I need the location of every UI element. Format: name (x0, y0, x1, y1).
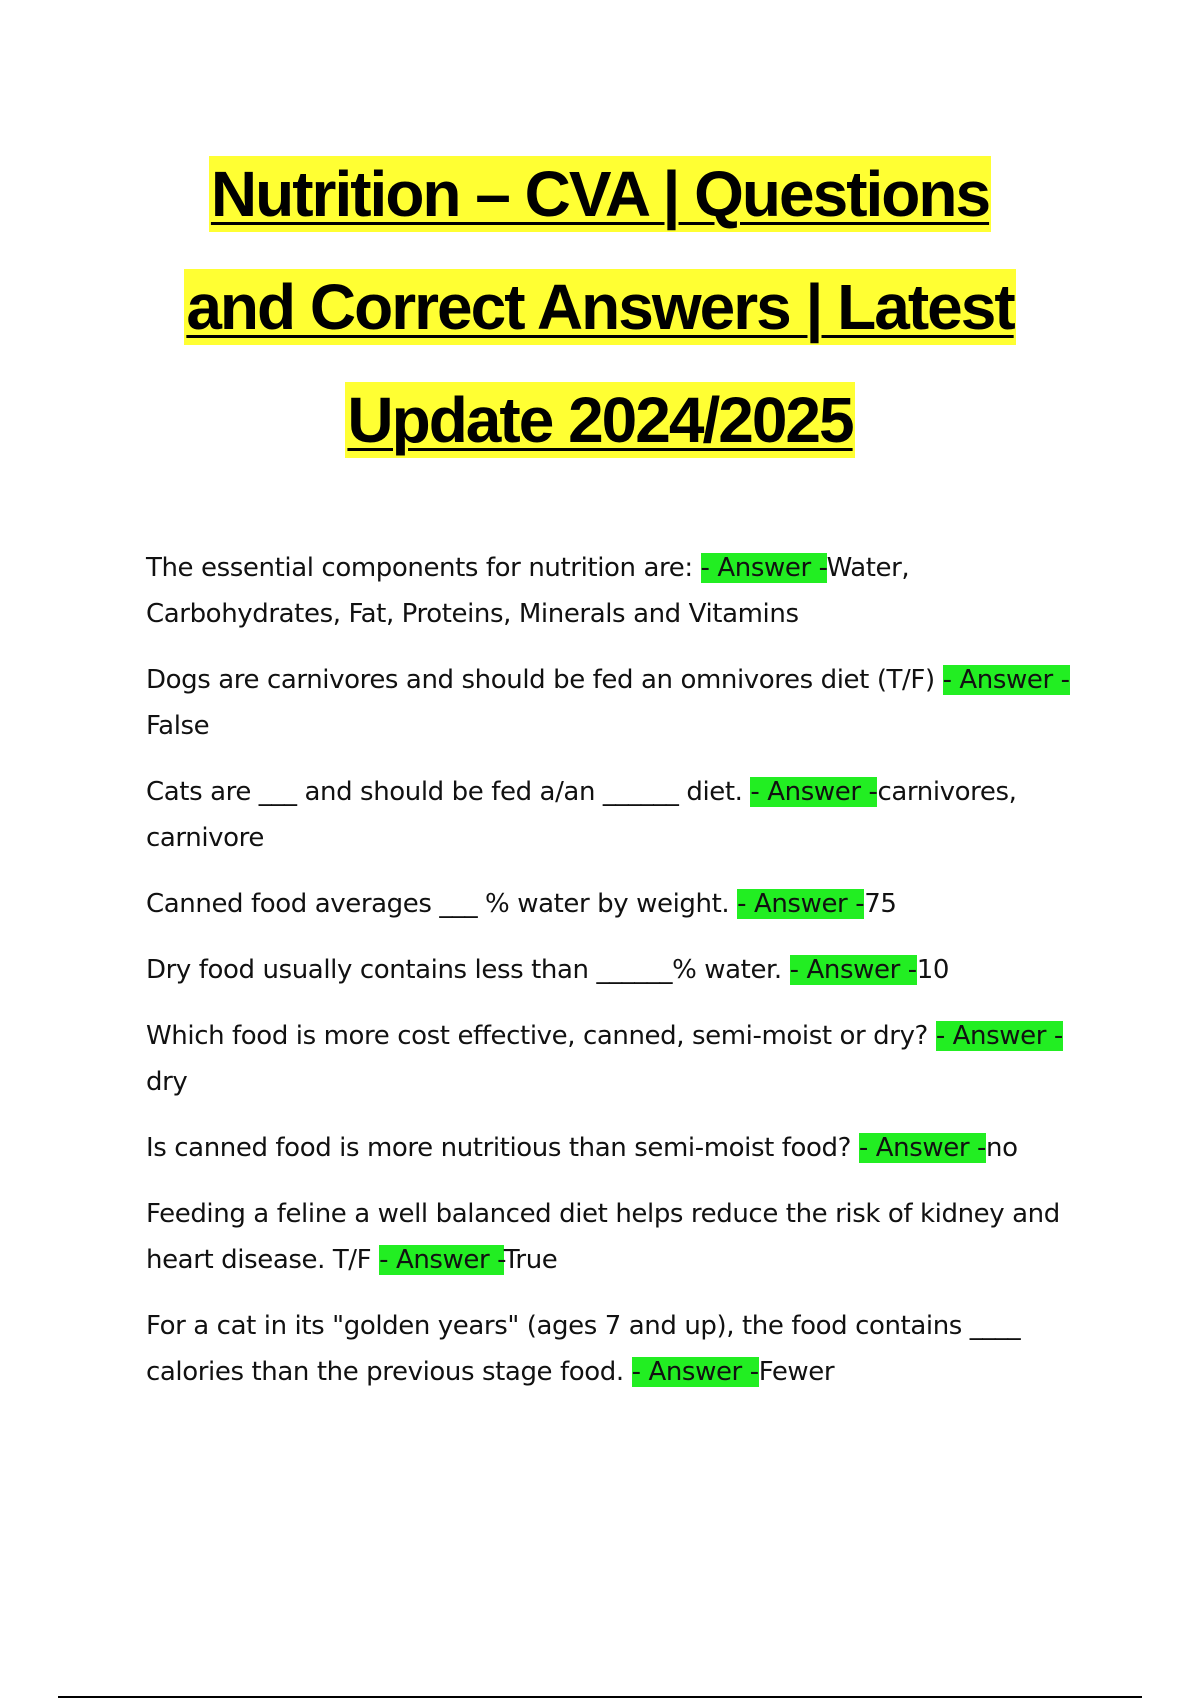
page-bottom-divider (58, 1696, 1142, 1698)
answer-text: 10 (916, 955, 950, 985)
question-text: Canned food averages ___ % water by weight. (146, 889, 738, 919)
qa-item (146, 1013, 1086, 1105)
answer-marker: - Answer - (379, 1245, 504, 1275)
answer-text: carnivores, carnivore (146, 777, 1017, 853)
qa-list (146, 545, 1086, 1415)
title-line: Nutrition – CVA | Questions (210, 158, 990, 230)
answer-marker: - Answer - (935, 1021, 1063, 1051)
question-text: Cats are ___ and should be fed a/an ______ diet. (146, 777, 751, 807)
document-title (0, 138, 1200, 477)
title-line: Update 2024/2025 (347, 384, 853, 456)
answer-marker: - Answer - (789, 955, 917, 985)
answer-marker: - Answer - (737, 889, 865, 919)
qa-item (146, 657, 1086, 749)
answer-text: no (985, 1133, 1018, 1163)
answer-text: Water, Carbohydrates, Fat, Proteins, Minerals and Vitamins (146, 553, 910, 629)
title-line: and Correct Answers | Latest (186, 271, 1014, 343)
answer-marker: - Answer - (700, 553, 827, 583)
question-text: The essential components for nutrition are: (146, 553, 701, 583)
qa-item (146, 881, 1086, 927)
question-text: Which food is more cost effective, canned, semi-moist or dry? (146, 1021, 936, 1051)
qa-item (146, 545, 1086, 637)
answer-marker: - Answer - (631, 1357, 759, 1387)
answer-text: dry (146, 1067, 188, 1097)
answer-text: False (146, 711, 210, 741)
question-text: Is canned food is more nutritious than semi-moist food? (146, 1133, 859, 1163)
qa-item (146, 1303, 1086, 1395)
answer-marker: - Answer - (750, 777, 878, 807)
answer-text: 75 (864, 889, 897, 919)
answer-marker: - Answer - (942, 665, 1070, 695)
answer-marker: - Answer - (858, 1133, 986, 1163)
answer-text: Fewer (758, 1357, 835, 1387)
question-text: For a cat in its "golden years" (ages 7 and up), the food contains ____ calories than the previous stage food. (146, 1311, 1021, 1387)
qa-item (146, 769, 1086, 861)
qa-item (146, 1125, 1086, 1171)
qa-item (146, 1191, 1086, 1283)
qa-item (146, 947, 1086, 993)
question-text: Dry food usually contains less than ______% water. (146, 955, 790, 985)
question-text: Dogs are carnivores and should be fed an omnivores diet (T/F) (146, 665, 943, 695)
question-text: Feeding a feline a well balanced diet helps reduce the risk of kidney and heart disease. T/F (146, 1199, 1060, 1275)
answer-text: True (503, 1245, 558, 1275)
